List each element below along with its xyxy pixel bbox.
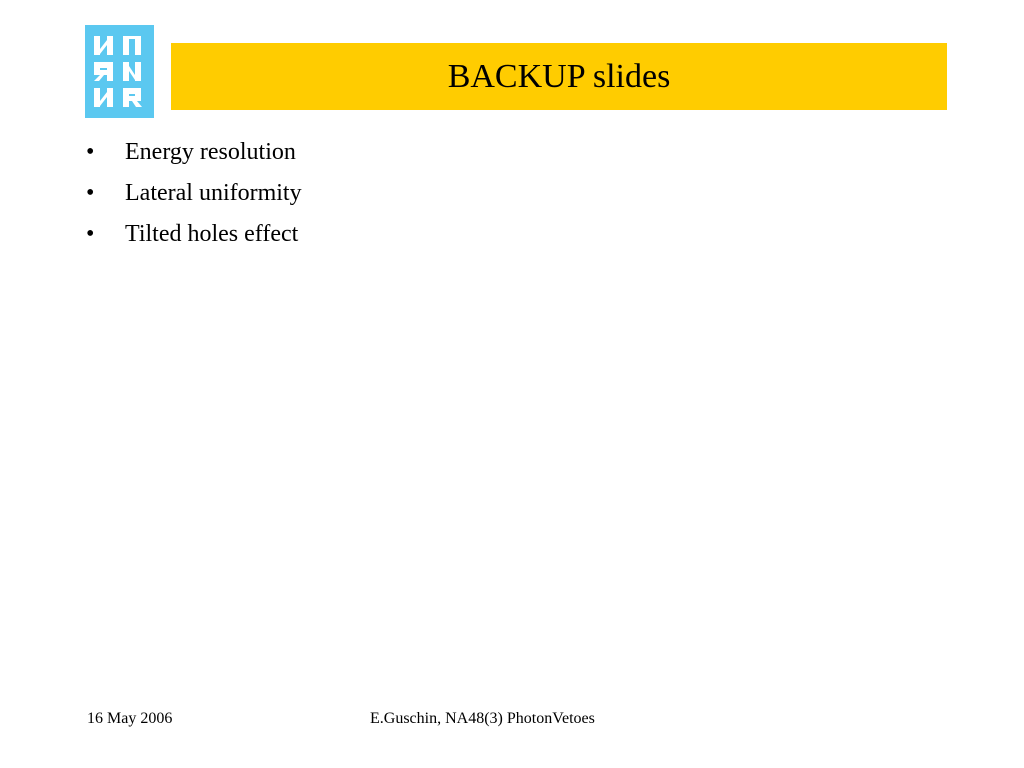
bullet-marker: •: [86, 180, 95, 206]
bullet-marker: •: [86, 221, 95, 247]
bullet-text: Energy resolution: [125, 139, 296, 165]
bullet-marker: •: [86, 139, 95, 165]
title-bar: [171, 43, 947, 110]
slide-title: BACKUP slides: [447, 57, 671, 95]
footer-date: 16 May 2006: [87, 710, 173, 727]
bullet-text: Tilted holes effect: [125, 221, 299, 247]
institute-logo-icon: [85, 25, 154, 118]
bullet-text: Lateral uniformity: [125, 180, 302, 206]
footer-author: E.Guschin, NA48(3) PhotonVetoes: [370, 710, 595, 727]
